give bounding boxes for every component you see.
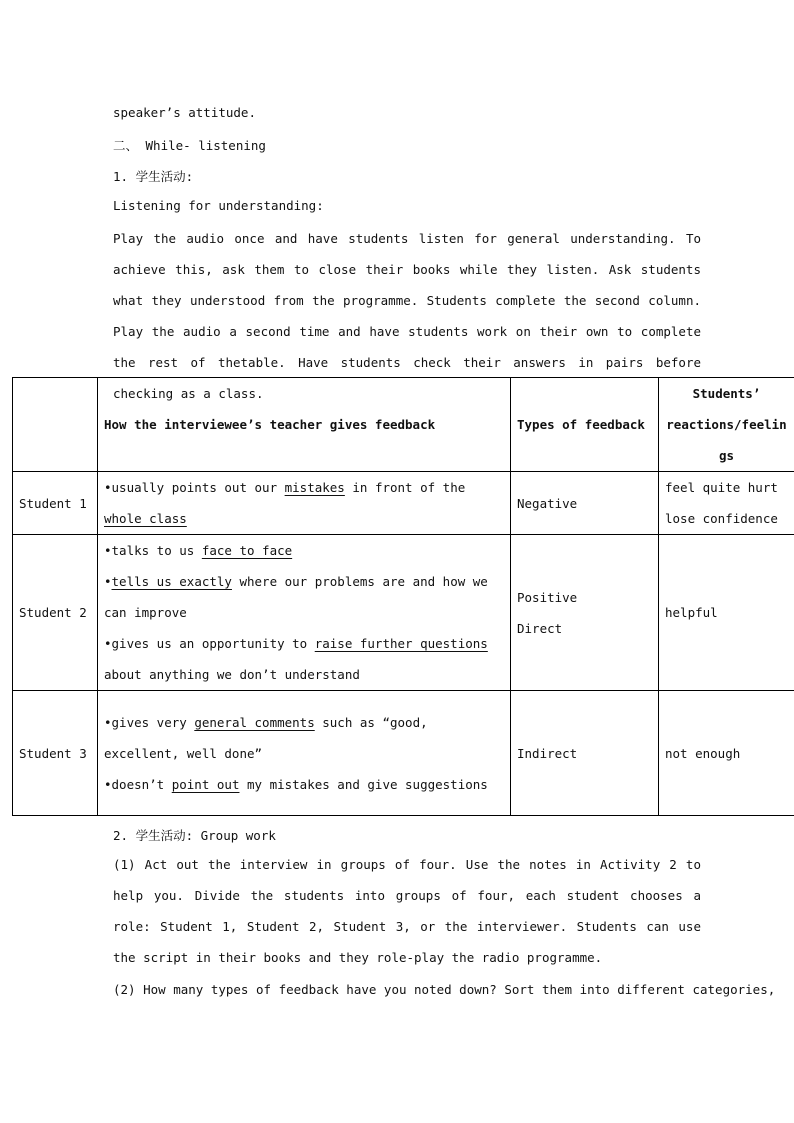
reaction-cell <box>659 472 794 535</box>
reaction-text: not enough <box>665 745 741 761</box>
table-header-row <box>13 378 794 472</box>
underlined-phrase: face to face <box>201 543 293 558</box>
feedback-points-cell <box>98 691 511 816</box>
header-reactions: Students’ reactions/feelings <box>659 378 794 472</box>
underlined-phrase: general comments <box>194 714 315 730</box>
feedback-type: Positive <box>517 589 578 605</box>
point-text: •usually points out our <box>104 480 285 495</box>
reaction-cell <box>659 535 794 691</box>
reaction-text: helpful <box>665 605 718 620</box>
point-text: in front of the <box>344 480 466 495</box>
student-cell: Student 3 <box>13 691 98 816</box>
activity2-item1: (1) Act out the interview in groups of four. Use the notes in Activity 2 to help you. Divide the students into groups of four, each student chooses a role: Student 1, Student 2, Student 3, or the interviewer. Students can use the script in their books and they role-play the radio programme. <box>113 857 701 965</box>
feedback-points-cell <box>98 472 511 535</box>
feedback-type-cell <box>511 472 659 535</box>
point-text: about anything we don’t understand <box>104 667 360 682</box>
activity2-heading: 2. 学生活动: Group work <box>113 828 276 843</box>
point-text: my mistakes and give suggestions <box>239 776 488 792</box>
feedback-table <box>12 377 794 816</box>
underlined-phrase: whole class <box>104 511 187 526</box>
activity1-paragraph: Play the audio once and have students listen for general understanding. To achieve this, ask them to close their books while they listen. Ask students what they understood from the programme. Students complete the second column. Play the audio a second time and have students work on their own to complete the rest of thetable. Have students check their answers in pairs before checking as a class. <box>113 231 701 401</box>
point-text: • <box>104 574 112 589</box>
underlined-phrase: tells us exactly <box>111 574 232 589</box>
underlined-phrase: point out <box>171 776 240 792</box>
feedback-point <box>104 535 504 566</box>
feedback-point <box>104 769 504 800</box>
reaction-cell <box>659 691 794 816</box>
table-row <box>13 535 794 691</box>
student-cell: Student 1 <box>13 472 98 535</box>
point-text: •gives very <box>104 714 195 730</box>
student-cell: Student 2 <box>13 535 98 691</box>
feedback-type: Direct <box>517 620 563 636</box>
point-text: where our problems are and how we can improve <box>104 574 488 620</box>
feedback-point <box>104 566 504 628</box>
section-heading: 二、 While- listening <box>113 138 266 153</box>
point-text: •gives us an opportunity to <box>104 636 315 651</box>
feedback-type-cell <box>511 691 659 816</box>
feedback-points-cell <box>98 535 511 691</box>
reaction-text: lose confidence <box>665 511 778 526</box>
header-empty-cell <box>13 378 98 472</box>
header-how-feedback: How the interviewee’s teacher gives feedback <box>98 378 511 472</box>
point-text: •doesn’t <box>104 776 172 792</box>
feedback-point <box>104 472 504 534</box>
point-text: such as “good, excellent, well done” <box>104 714 428 761</box>
table-row <box>13 691 794 816</box>
activity1-subheading: Listening for understanding: <box>113 198 324 213</box>
underlined-phrase: raise further questions <box>314 636 488 651</box>
reaction-text: feel quite hurt <box>665 480 778 495</box>
feedback-type-cell <box>511 535 659 691</box>
feedback-point <box>104 707 504 769</box>
point-text: •talks to us <box>104 543 202 558</box>
feedback-type: Negative <box>517 495 578 511</box>
intro-tail-text: speaker’s attitude. <box>113 105 256 120</box>
activity2-item2: (2) How many types of feedback have you noted down? Sort them into different categories, <box>113 982 776 997</box>
underlined-phrase: mistakes <box>284 480 345 495</box>
table-row <box>13 472 794 535</box>
activity1-heading: 1. 学生活动: <box>113 169 194 184</box>
feedback-point <box>104 628 504 690</box>
feedback-type: Indirect <box>517 745 578 761</box>
header-types: Types of feedback <box>511 378 659 472</box>
